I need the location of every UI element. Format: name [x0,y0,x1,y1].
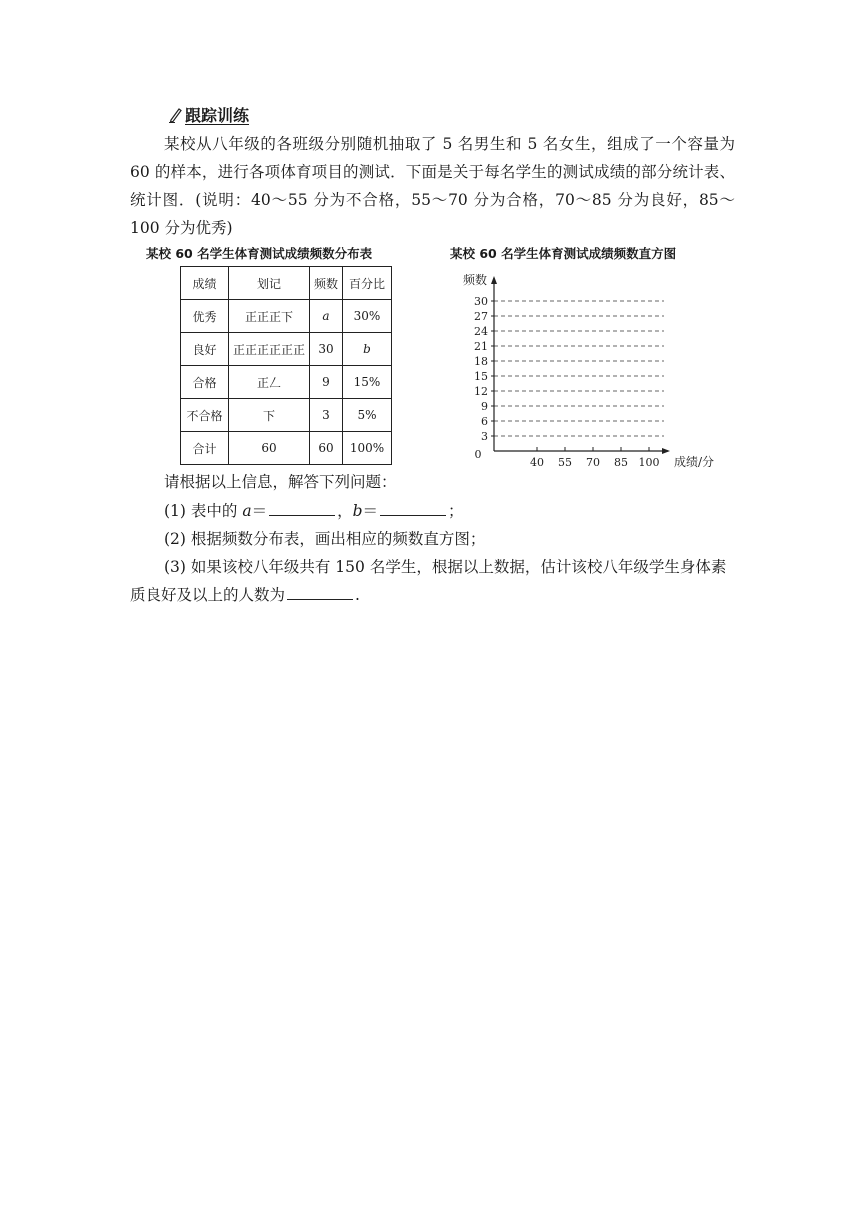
chart-title: 某校 60 名学生体育测试成绩频数直方图 [450,246,677,261]
table-cell: 合格 [181,366,229,399]
x-axis-label: 成绩/分 [674,455,715,468]
y-tick-label: 18 [474,355,488,368]
y-tick-label: 24 [474,325,488,338]
x-tick-label: 100 [638,456,660,468]
table-cell: 良好 [181,333,229,366]
y-tick-label: 15 [474,370,488,383]
y-tick-label: 30 [474,295,488,308]
table-cell: 正𠃋 [229,366,310,399]
x-axis-arrow [662,448,670,454]
x-tick-label: 55 [558,456,572,468]
table-cell: 30 [310,333,343,366]
origin-label: 0 [474,448,482,461]
table-cell: b [343,333,392,366]
table-cell: 正正正正正正 [229,333,310,366]
y-axis-arrow [491,276,497,284]
x-tick-label: 85 [614,456,628,468]
q1-prefix: (1) 表中的 [164,502,243,520]
header-tally: 划记 [229,267,310,300]
table-cell: 15% [343,366,392,399]
table-row [181,300,392,333]
question-3 [130,553,735,609]
table-cell: 100% [343,432,392,465]
y-tick-label: 27 [474,310,488,323]
y-tick-label: 3 [481,430,488,443]
table-cell: 不合格 [181,399,229,432]
q1-sep: ， [337,502,353,520]
section-heading [168,103,249,126]
q1-var-a: a [242,502,252,520]
table-cell: 9 [310,366,343,399]
table-row [181,432,392,465]
y-tick-label: 12 [474,385,488,398]
table-cell: 下 [229,399,310,432]
table-cell: 60 [310,432,343,465]
table-cell: 60 [229,432,310,465]
header-percent: 百分比 [343,267,392,300]
y-axis-label: 频数 [462,273,487,287]
pencil-icon [168,107,182,123]
answer-blank-a[interactable] [269,498,335,516]
question-1 [164,497,769,525]
q1-var-b: b [352,502,363,520]
questions-prompt: 请根据以上信息，解答下列问题： [164,473,397,491]
table-row [181,366,392,399]
answer-blank-b[interactable] [380,498,446,516]
x-tick-label: 40 [530,456,544,468]
x-tick-label: 70 [586,456,600,468]
table-cell: 3 [310,399,343,432]
problem-intro: 某校从八年级的各班级分别随机抽取了 5 名男生和 5 名女生，组成了一个容量为 60 的样本，进行各项体育项目的测试．下面是关于每名学生的测试成绩的部分统计表、统计图．(说明：40～55 分为不合格，55～70 分为合格，70～85 分为良好，85～100 分为优秀) [130,135,735,237]
q1-eq2: ＝ [362,502,379,520]
table-caption: 某校 60 名学生体育测试成绩频数分布表 [146,246,373,261]
q1-eq1: ＝ [251,502,268,520]
table-row [181,333,392,366]
header-score: 成绩 [181,267,229,300]
q1-end: ； [448,502,464,520]
table-cell: 30% [343,300,392,333]
table-header-row [181,267,392,300]
q3-text: (3) 如果该校八年级共有 150 名学生，根据以上数据，估计该校八年级学生身体素质良好及以上的人数为 [130,558,727,604]
table-cell: 5% [343,399,392,432]
table-cell: 合计 [181,432,229,465]
table-cell: a [310,300,343,333]
frequency-histogram [446,268,736,468]
y-tick-label: 9 [481,400,488,413]
table-cell: 正正正下 [229,300,310,333]
table-row [181,399,392,432]
section-title: 跟踪训练 [185,106,250,125]
q3-end: . [355,586,360,604]
table-cell: 优秀 [181,300,229,333]
answer-blank-3[interactable] [287,582,353,600]
frequency-table [180,266,392,465]
y-tick-label: 6 [481,415,488,428]
y-tick-label: 21 [474,340,488,353]
question-2: (2) 根据频数分布表，画出相应的频数直方图； [164,530,486,548]
header-frequency: 频数 [310,267,343,300]
